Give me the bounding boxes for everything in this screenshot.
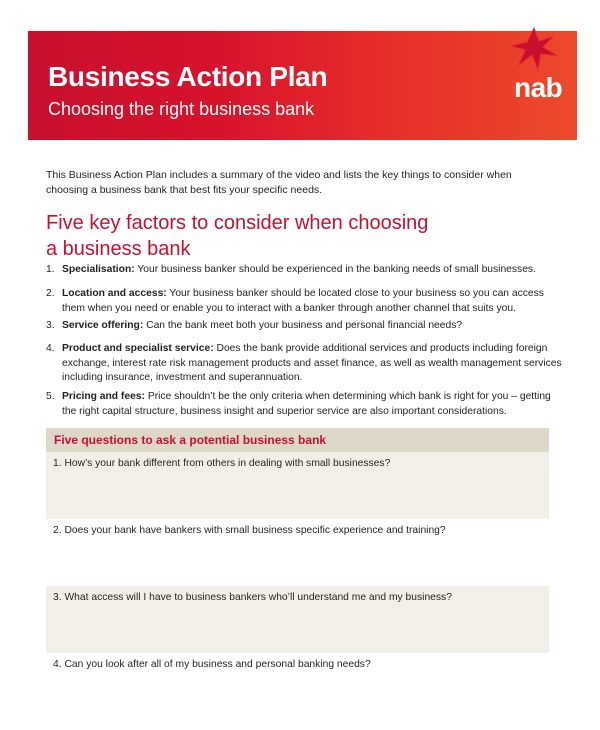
factor-text: Can the bank meet both your business and personal financial needs?	[143, 320, 463, 331]
intro-paragraph: This Business Action Plan includes a summary of the video and lists the key things to consider when choosing a business bank that best fits your specific needs.	[46, 169, 512, 196]
factors-heading	[46, 210, 546, 262]
logo-wordmark: nab	[514, 72, 563, 103]
factor-term: Specialisation:	[62, 264, 135, 275]
questions-header	[46, 428, 549, 452]
question-row	[46, 519, 549, 586]
factor-term: Service offering:	[62, 320, 144, 331]
question-text: 2. Does your bank have bankers with small business specific experience and training?	[53, 525, 446, 536]
page-title: Business Action Plan	[48, 61, 328, 92]
nab-logo	[496, 31, 577, 111]
factor-body	[62, 263, 562, 278]
question-row	[46, 452, 549, 519]
page-subtitle: Choosing the right business bank	[48, 99, 315, 119]
factor-number: 5.	[46, 391, 55, 402]
factor-body	[62, 390, 562, 419]
factor-number: 2.	[46, 288, 55, 299]
factor-term: Location and access:	[62, 288, 167, 299]
factor-body	[62, 342, 562, 386]
factors-heading-line1: Five key factors to consider when choosing	[46, 212, 429, 234]
factor-term: Pricing and fees:	[62, 391, 145, 402]
factor-term: Product and specialist service:	[62, 343, 214, 354]
question-text: 4. Can you look after all of my business and personal banking needs?	[53, 659, 371, 670]
question-text: 3. What access will I have to business bankers who’ll understand me and my business?	[53, 592, 452, 603]
star-icon	[508, 26, 560, 72]
questions-table	[46, 428, 549, 730]
question-row	[46, 653, 549, 720]
factor-text: Your business banker should be located close to your business so you can access them when you need or enable you to interact with a banker through another channel that suits you.	[62, 288, 544, 314]
factor-number: 3.	[46, 320, 55, 331]
factor-body	[62, 287, 562, 316]
factor-number: 1.	[46, 264, 55, 275]
factor-body	[62, 319, 562, 334]
question-text: 1. How’s your bank different from others in dealing with small businesses?	[53, 458, 391, 469]
document-page	[28, 0, 577, 730]
header-banner	[28, 31, 577, 140]
factor-number: 4.	[46, 343, 55, 354]
questions-title: Five questions to ask a potential business bank	[54, 433, 327, 447]
factor-text: Price shouldn’t be the only criteria when determining which bank is right for you – getting the right capital structure, business insight and superior service are also important considerations.	[62, 391, 551, 417]
factor-text: Does the bank provide additional services and products including foreign exchange, interest rate risk management products and asset finance, as well as wealth management services including insurance, investment and superannuation.	[62, 343, 562, 383]
question-row	[46, 586, 549, 653]
factors-heading-line2: a business bank	[46, 238, 191, 260]
factor-text: Your business banker should be experienced in the banking needs of small businesses.	[134, 264, 536, 275]
